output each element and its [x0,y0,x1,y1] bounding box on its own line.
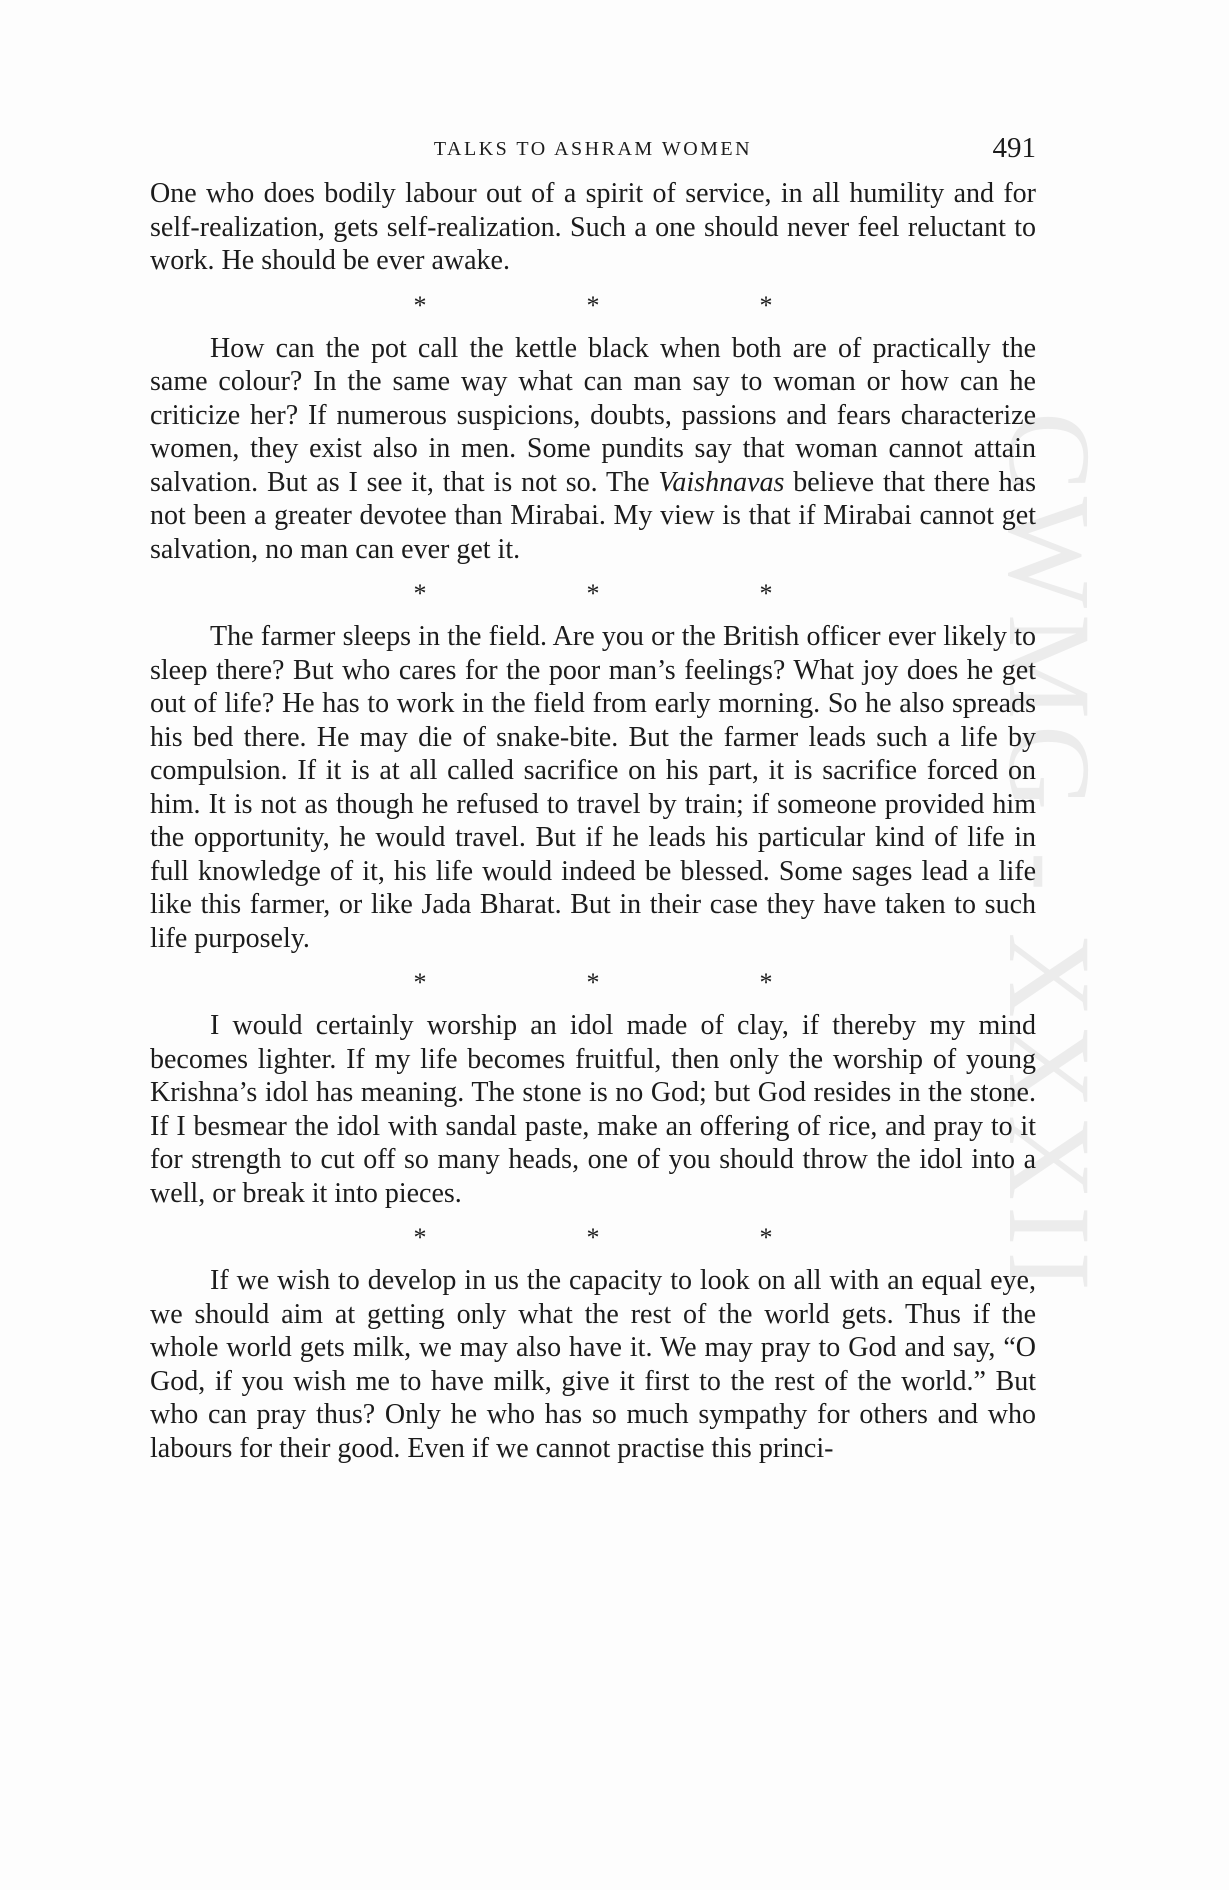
separator-asterisk: * [413,579,427,608]
page-number: 491 [992,132,1036,164]
paragraph [150,620,1036,955]
section-separator [150,278,1036,332]
paragraph [150,332,1036,567]
running-title: TALKS TO ASHRAM WOMEN [433,138,753,160]
paragraph-text: If we wish to develop in us the capacity to look on all with an equal eye, we should aim at getting only what the rest of the world gets. Thus if the whole world gets milk, we may also have it. We may pray to God and say, “O God, if you wish me to have milk, give it first to the rest of the world.” But who can pray thus? Only he who has so much sympathy for others and who labours for their good. Even if we cannot practise this princi- [150,1265,1036,1464]
separator-asterisk: * [413,968,427,997]
separator-asterisk: * [413,1223,427,1252]
section-separator [150,955,1036,1009]
separator-asterisk: * [586,290,600,320]
section-separator [150,1210,1036,1264]
separator-asterisk: * [759,968,773,997]
watermark-text: CWMG - XXXII [984,412,1115,1297]
separator-asterisk: * [413,290,427,320]
paragraph-text: believe that there has not been a greater devotee than Mirabai. My view is that if Mirabai cannot get salvation, no man can ever get it. [150,466,1036,565]
paragraph-text: How can the pot call the kettle black when both are of practically the same colour? In the same way what can man say to woman or how can he criticize her? If numerous suspicions, doubts, passions and fears characterize women, they exist also in men. Some pundits say that woman cannot attain salvation. But as I see it, that is not so. The [150,332,1036,498]
separator-asterisk: * [759,1223,773,1252]
paragraph-text: One who does bodily labour out of a spirit of service, in all humility and for self-realization, gets self-realization. Such a one should never feel reluctant to work. He should be ever awake. [150,178,1036,276]
paragraph-text: I would certainly worship an idol made of clay, if thereby my mind becomes lighter. If my life becomes fruitful, then only the worship of young Krishna’s idol has meaning. The stone is no God; but God resides in the stone. If I besmear the idol with sandal paste, make an offering of rice, and pray to it for strength to cut off so many heads, one of you should throw the idol into a well, or break it into pieces. [150,1010,1036,1209]
italic-term: Vaishnavas [658,466,785,498]
section-separator [150,566,1036,620]
separator-asterisk: * [759,579,773,608]
paragraph-text: The farmer sleeps in the field. Are you or the British officer ever likely to sleep there? But who cares for the poor man’s feelings? What joy does he get out of life? He has to work in the field from early morning. So he also spreads his bed there. He may die of snake-bite. But the farmer leads such a life by compulsion. If it is at all called sacrifice on his part, it is sacrifice forced on him. It is not as though he refused to travel by train; if someone provided him the opportunity, he would travel. But if he leads his particular kind of life in full knowledge of it, his life would indeed be blessed. Some sages lead a life like this farmer, or like Jada Bharat. But in their case they have taken to such life purposely. [150,621,1036,954]
separator-asterisk: * [586,1223,600,1252]
separator-asterisk: * [759,290,773,320]
separator-asterisk: * [586,579,600,608]
paragraph [150,1009,1036,1210]
body-text [150,177,1036,1465]
paragraph [150,177,1036,278]
separator-asterisk: * [586,968,600,997]
running-head [150,132,1036,172]
paragraph [150,1264,1036,1465]
